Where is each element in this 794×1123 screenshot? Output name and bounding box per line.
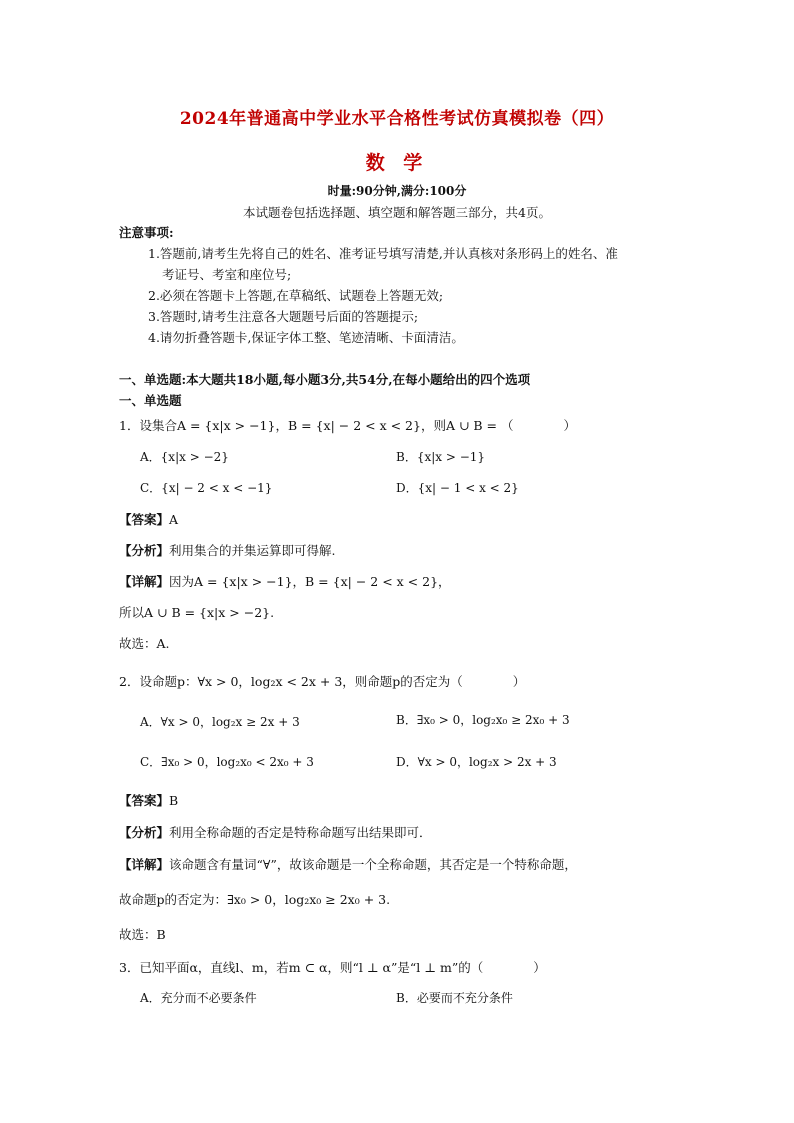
q3-option-a: A．充分而不必要条件 [140, 991, 257, 1005]
q2-answer [119, 791, 178, 809]
q1-answer [119, 510, 178, 528]
question-3-stem: 3．已知平面α，直线l、m，若m ⊂ α，则“l ⊥ α”是“l ⊥ m”的（ ） [119, 960, 546, 975]
note-item-cont: 考证号、考室和座位号; [162, 267, 292, 282]
detail-tag: 【详解】 [119, 574, 170, 589]
subject-title: 数 学 [365, 152, 429, 174]
detail-text: 因为A = {x|x > −1}，B = {x| − 2 < x < 2}， [169, 574, 451, 589]
q1-option-b: B．{x|x > −1} [396, 450, 486, 464]
section-heading: 一、单选题:本大题共18小题,每小题3分,共54分,在每小题给出的四个选项 [119, 372, 531, 387]
q2-analysis [119, 823, 432, 841]
note-item: 1.答题前,请考生先将自己的姓名、准考证号填写清楚,并认真核对条形码上的姓名、准 [148, 246, 618, 261]
analysis-tag: 【分析】 [119, 543, 170, 558]
answer-value: A [169, 512, 179, 527]
question-2-stem: 2．设命题p：∀x > 0，log₂x < 2x + 3，则命题p的否定为（ ） [119, 674, 526, 689]
q1-option-a: A．{x|x > −2} [140, 450, 229, 464]
q1-detail [119, 572, 451, 590]
answer-tag: 【答案】 [119, 512, 170, 527]
q2-option-b: B．∃x₀ > 0，log₂x₀ ≥ 2x₀ + 3 [396, 713, 570, 727]
intro-text: 本试题卷包括选择题、填空题和解答题三部分，共4页。 [243, 205, 551, 220]
q2-choose: 故选：B [119, 927, 166, 942]
q2-option-a: A．∀x > 0，log₂x ≥ 2x + 3 [140, 715, 300, 729]
q2-detail [119, 855, 577, 873]
time-score: 时量:90分钟,满分:100分 [327, 184, 467, 198]
analysis-text: 利用集合的并集运算即可得解. [169, 543, 336, 558]
note-item: 2.必须在答题卡上答题,在草稿纸、试题卷上答题无效; [148, 288, 444, 303]
note-item: 4.请勿折叠答题卡,保证字体工整、笔迹清晰、卡面清洁。 [148, 330, 464, 345]
answer-tag: 【答案】 [119, 793, 170, 808]
analysis-text: 利用全称命题的否定是特称命题写出结果即可． [169, 825, 432, 840]
q3-option-b: B．必要而不充分条件 [396, 991, 513, 1005]
question-1-stem: 1．设集合A = {x|x > −1}，B = {x| − 2 < x < 2}，则A ∪ B = （ ） [119, 418, 577, 433]
q1-detail-2: 所以A ∪ B = {x|x > −2}. [119, 605, 275, 620]
section-subheading: 一、单选题 [119, 393, 182, 408]
exam-title: 2024年普通高中学业水平合格性考试仿真模拟卷（四） [179, 109, 615, 129]
answer-value: B [169, 793, 179, 808]
detail-tag: 【详解】 [119, 857, 170, 872]
q1-option-c: C．{x| − 2 < x < −1} [140, 481, 273, 495]
detail-text: 该命题含有量词“∀”，故该命题是一个全称命题，其否定是一个特称命题， [169, 857, 577, 872]
q2-option-c: C．∃x₀ > 0，log₂x₀ < 2x₀ + 3 [140, 755, 314, 769]
note-item: 3.答题时,请考生注意各大题题号后面的答题提示; [148, 309, 419, 324]
notes-heading: 注意事项: [119, 225, 174, 240]
q1-option-d: D．{x| − 1 < x < 2} [396, 481, 519, 495]
q1-choose: 故选：A. [119, 636, 170, 651]
q2-option-d: D．∀x > 0，log₂x > 2x + 3 [396, 755, 557, 769]
q2-detail-2: 故命题p的否定为：∃x₀ > 0，log₂x₀ ≥ 2x₀ + 3. [119, 892, 391, 907]
q1-analysis [119, 541, 336, 559]
analysis-tag: 【分析】 [119, 825, 170, 840]
